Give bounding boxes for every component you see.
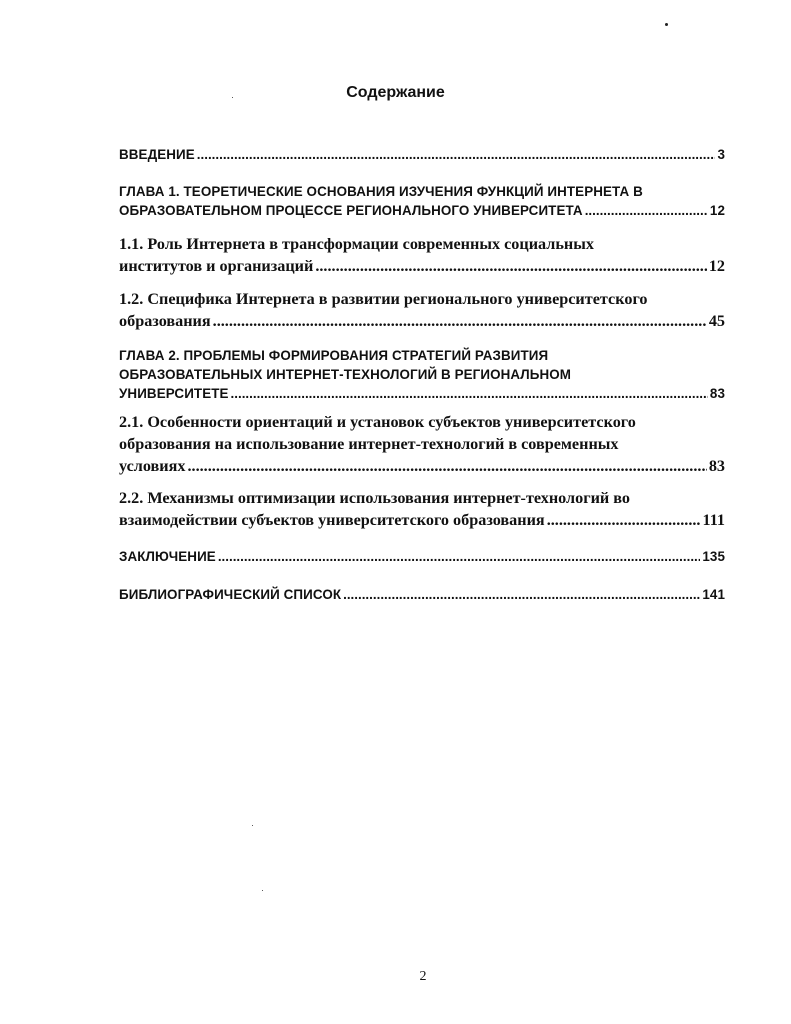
toc-entry-title: образования <box>119 312 211 330</box>
toc-entry-section-1-2[interactable] <box>119 288 725 332</box>
toc-entry-title: институтов и организаций <box>119 257 314 275</box>
scan-speck <box>665 23 668 26</box>
toc-entry-section-1-1[interactable] <box>119 233 725 277</box>
toc-page-number: 12 <box>708 257 725 275</box>
dot-leader <box>585 201 708 220</box>
toc-entry-conclusion[interactable] <box>119 547 725 566</box>
toc-entry-line <box>119 547 725 566</box>
dot-leader <box>218 547 701 566</box>
toc-entry-bibliography[interactable] <box>119 585 725 604</box>
page-title: Содержание <box>346 84 445 101</box>
toc-entry-section-2-1[interactable] <box>119 411 725 477</box>
toc-page-number: 3 <box>717 147 725 162</box>
toc-entry-line: 1.1. Роль Интернета в трансформации современных социальных <box>119 235 594 253</box>
toc-entry-title: УНИВЕРСИТЕТЕ <box>119 386 229 401</box>
toc-entry-line <box>119 585 725 604</box>
toc-entry-line: 2.1. Особенности ориентаций и установок субъектов университетского <box>119 413 636 431</box>
toc-entry-section-2-2[interactable] <box>119 487 725 531</box>
toc-entry-line <box>119 455 725 477</box>
toc-page-number: 45 <box>708 312 725 330</box>
toc-page-number: 12 <box>709 203 725 218</box>
toc-page-number: 141 <box>702 587 725 602</box>
toc-entry-chapter-2[interactable] <box>119 346 725 403</box>
toc-entry-line <box>119 509 725 531</box>
toc-entry-line: ОБРАЗОВАТЕЛЬНЫХ ИНТЕРНЕТ-ТЕХНОЛОГИЙ В РЕГИОНАЛЬНОМ <box>119 367 572 382</box>
toc-entry-title: условиях <box>119 457 186 475</box>
toc-entry-intro[interactable] <box>119 145 725 164</box>
toc-entry-line: 2.2. Механизмы оптимизации использования интернет-технологий во <box>119 489 631 507</box>
toc-page-number: 83 <box>709 386 725 401</box>
toc-entry-title: ОБРАЗОВАТЕЛЬНОМ ПРОЦЕССЕ РЕГИОНАЛЬНОГО УНИВЕРСИТЕТА <box>119 203 583 218</box>
toc-entry-title: БИБЛИОГРАФИЧЕСКИЙ СПИСОК <box>119 587 342 602</box>
toc-entry-line <box>119 310 725 332</box>
toc-entry-title: ЗАКЛЮЧЕНИЕ <box>119 549 216 564</box>
dot-leader <box>343 585 700 604</box>
toc-page-number: 111 <box>702 511 725 529</box>
toc-entry-title: ВВЕДЕНИЕ <box>119 147 195 162</box>
dot-leader <box>213 310 707 332</box>
toc-entry-line: ГЛАВА 2. ПРОБЛЕМЫ ФОРМИРОВАНИЯ СТРАТЕГИЙ РАЗВИТИЯ <box>119 348 549 363</box>
toc-entry-line: образования на использование интернет-технологий в современных <box>119 435 619 453</box>
toc-entry-line <box>119 384 725 403</box>
page-number: 2 <box>419 969 427 984</box>
toc-page-number: 135 <box>702 549 725 564</box>
dot-leader <box>547 509 701 531</box>
toc-page-number: 83 <box>708 457 725 475</box>
toc-entry-line <box>119 255 725 277</box>
toc-entry-line <box>119 201 725 220</box>
toc-entry-line: 1.2. Специфика Интернета в развитии регионального университетского <box>119 290 648 308</box>
scan-speck <box>252 825 253 826</box>
scan-speck <box>232 97 233 98</box>
toc-entry-line <box>119 145 725 164</box>
toc-entry-title: взаимодействии субъектов университетского образования <box>119 511 545 529</box>
dot-leader <box>231 384 708 403</box>
dot-leader <box>315 255 706 277</box>
toc-entry-chapter-1[interactable] <box>119 182 725 220</box>
scan-speck <box>262 890 263 891</box>
toc-entry-line: ГЛАВА 1. ТЕОРЕТИЧЕСКИЕ ОСНОВАНИЯ ИЗУЧЕНИЯ ФУНКЦИЙ ИНТЕРНЕТА В <box>119 184 643 199</box>
dot-leader <box>197 145 716 164</box>
dot-leader <box>187 455 706 477</box>
